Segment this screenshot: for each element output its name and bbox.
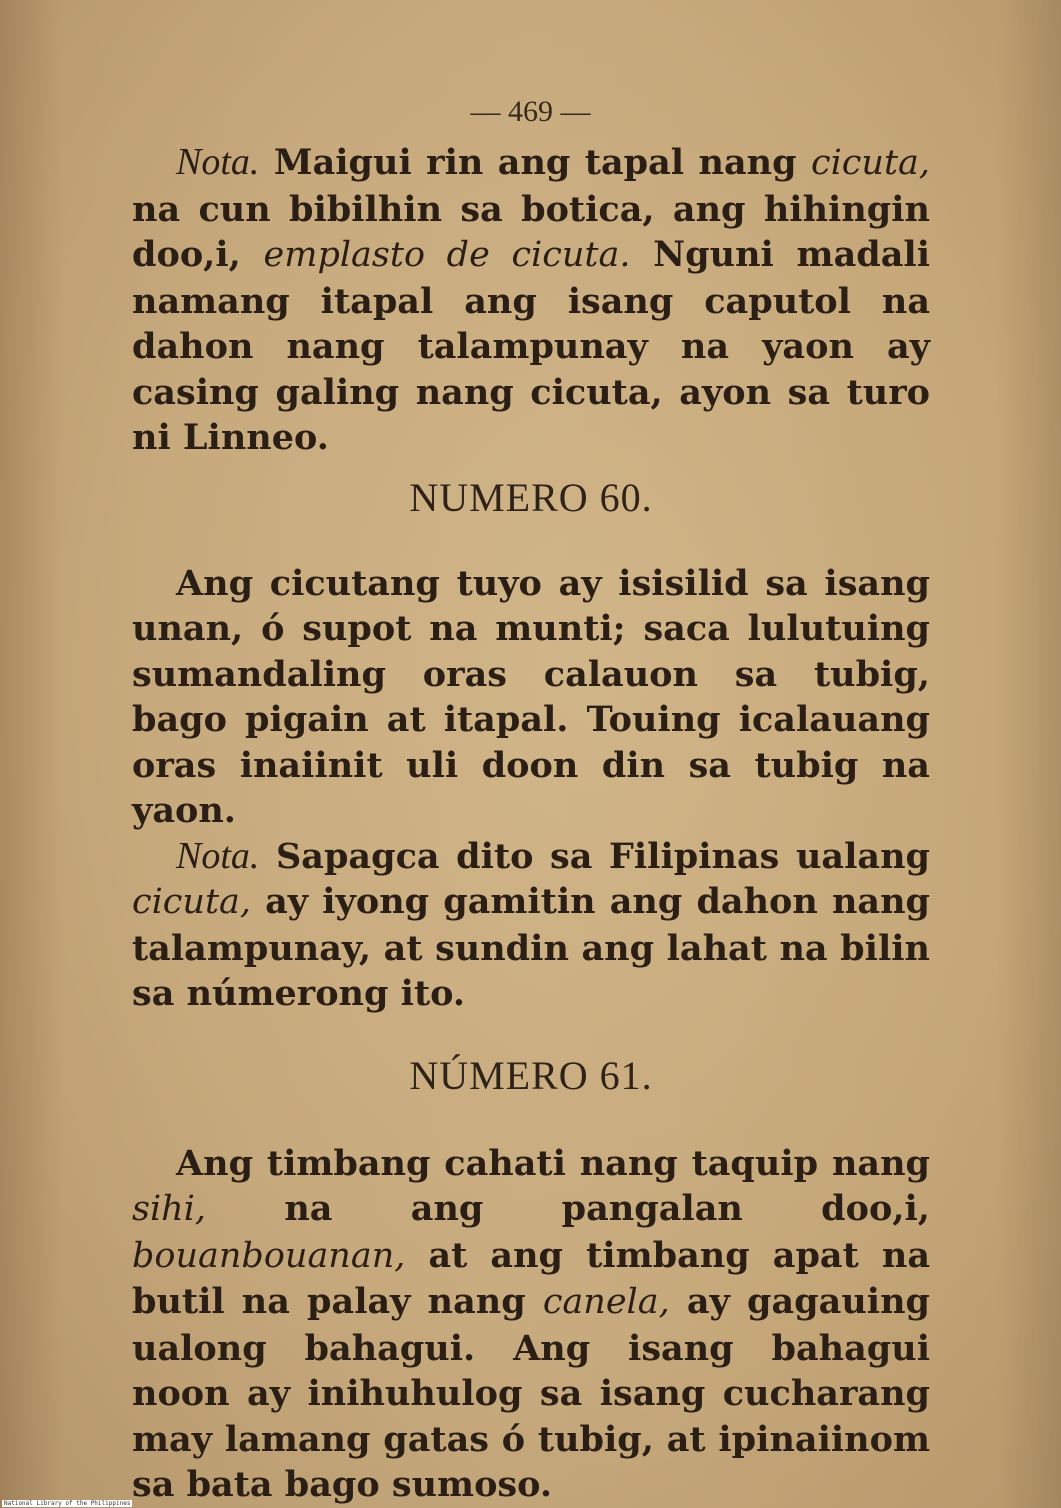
nota-label: Nota. xyxy=(176,834,260,877)
page-content xyxy=(132,140,930,1508)
italic-term: bouanbouanan, xyxy=(132,1235,406,1276)
text-run: Maigui rin ang tapal nang xyxy=(259,142,811,183)
nota-paragraph-2 xyxy=(132,834,930,1017)
italic-term: cicuta, xyxy=(811,143,930,183)
italic-term: sihi, xyxy=(132,1189,207,1229)
section-heading-61: NÚMERO 61. xyxy=(409,1052,653,1098)
section-heading-60: NUMERO 60. xyxy=(409,474,653,520)
text-run: ay iyong gamitin ang dahon nang talampunay, at sundin ang lahat na bilin sa númerong ito. xyxy=(132,881,930,1014)
nota-paragraph-1 xyxy=(132,140,930,461)
text-run: Nguni madali namang itapal ang isang caputol na dahon nang talampunay na yaon ay casing galing nang cicuta, ayon sa turo ni Linneo. xyxy=(132,234,930,458)
italic-term: canela, xyxy=(542,1282,670,1322)
italic-term: emplasto de cicuta. xyxy=(263,235,631,275)
text-run: Ang timbang cahati nang taquip nang xyxy=(176,1142,930,1184)
italic-term: cicuta, xyxy=(132,882,251,922)
library-credit: National Library of the Philippines xyxy=(4,1500,131,1507)
text-run: na cun bibilhin sa botica, ang hihingin doo,i, xyxy=(132,188,930,275)
nota-label: Nota. xyxy=(176,141,260,183)
numero-60-paragraph: Ang cicutang tuyo ay isisilid sa isang unan, ó supot na munti; saca lulutuing sumandaling oras calauon sa tubig, bago pigain at itapal. Touing icalauang oras inaiinit uli doon din sa tubig na yaon. xyxy=(132,562,930,831)
numero-61-paragraph xyxy=(132,1141,930,1508)
text-run: na ang pangalan doo,i, xyxy=(206,1188,930,1229)
text-run: Sapagca dito sa Filipinas ualang xyxy=(259,835,930,877)
text-run: ay gagauing ualong bahagui. Ang isang bahagui noon ay inihuhulog sa isang cucharang may lamang gatas ó tubig, at ipinaiinom sa bata bago sumoso. xyxy=(132,1281,930,1505)
page-number: — 469 — xyxy=(470,95,591,128)
text-run: at ang timbang apat na butil na palay nang xyxy=(132,1234,930,1322)
